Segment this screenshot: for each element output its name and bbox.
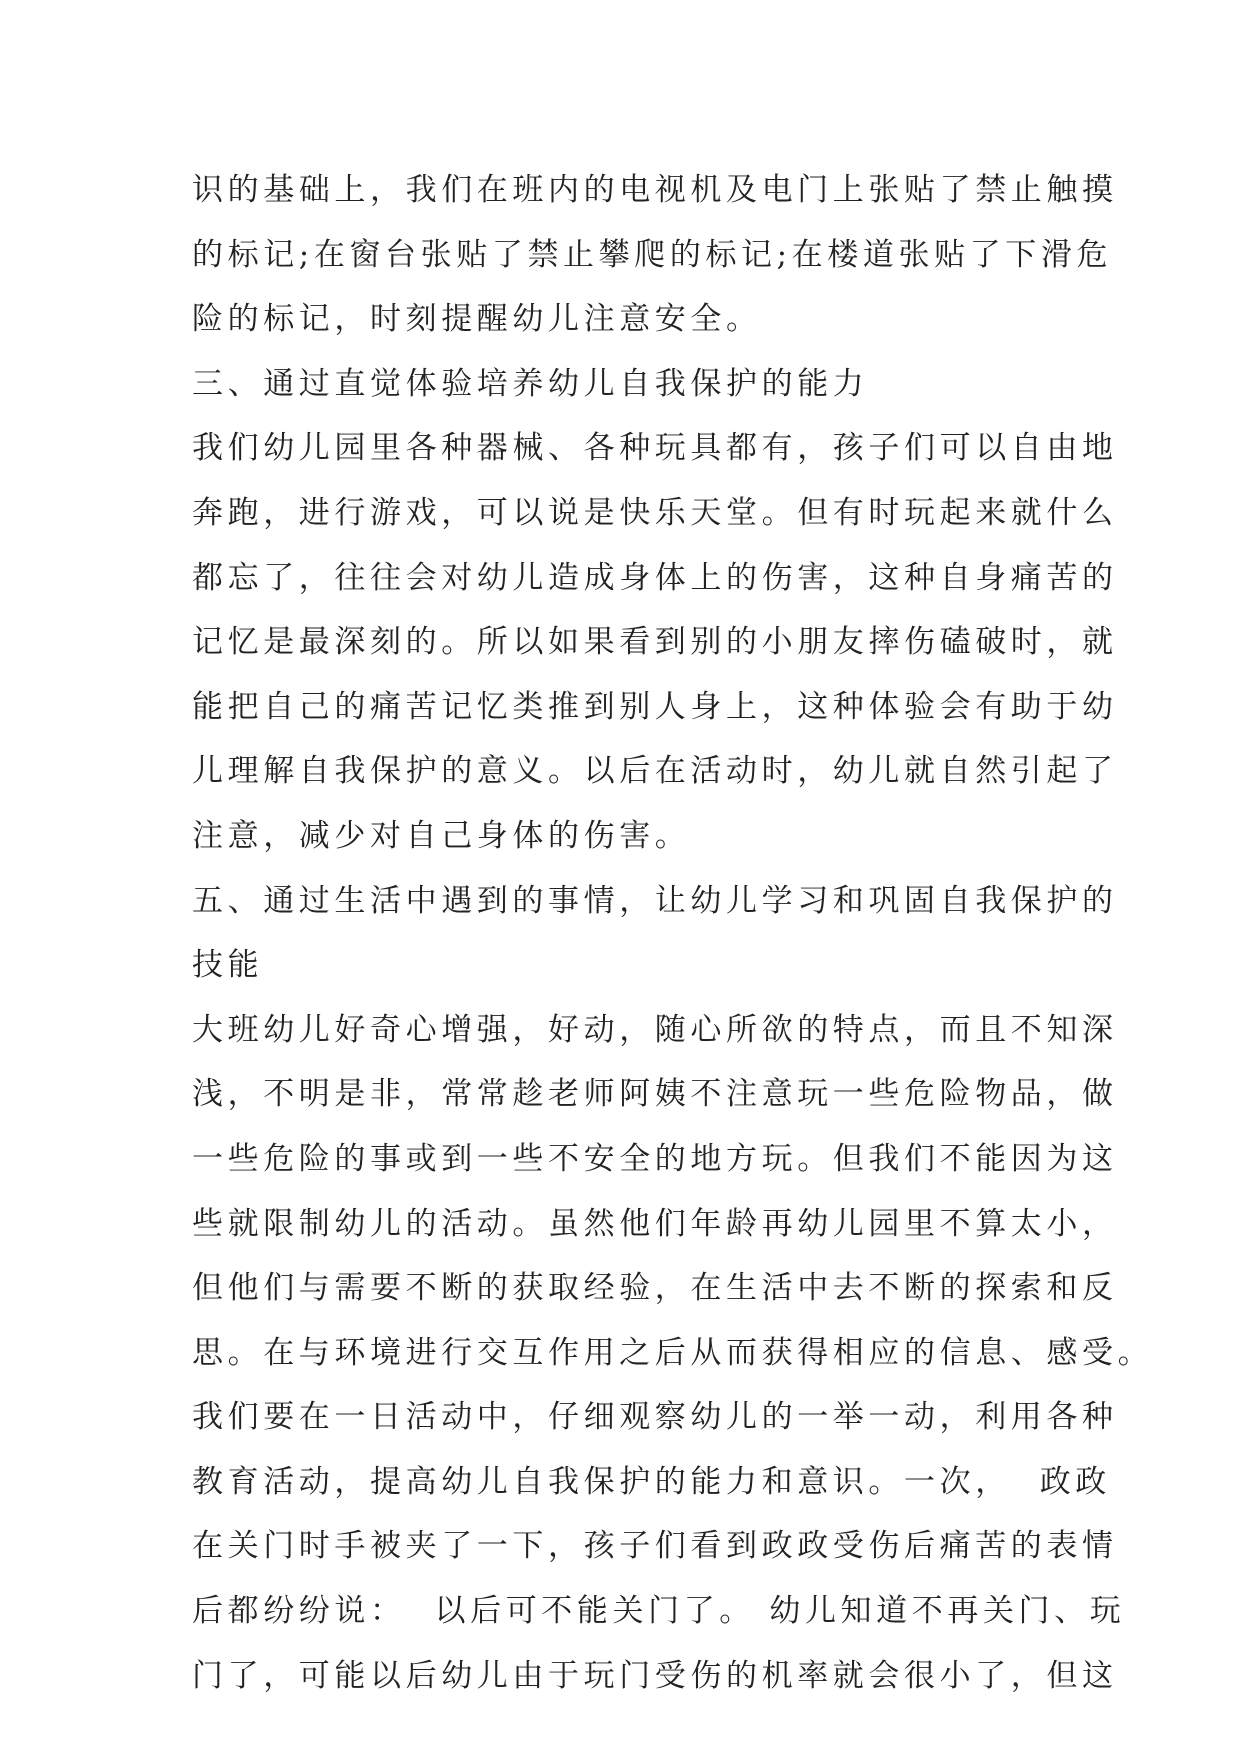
text-line: 后都纷纷说： 以后可不能关门了。 幼儿知道不再关门、玩 — [192, 1593, 1126, 1630]
section-heading: 技能 — [192, 947, 264, 984]
text-line: 教育活动，提高幼儿自我保护的能力和意识。一次， 政政 — [192, 1463, 1111, 1500]
text-line: 都忘了，往往会对幼儿造成身体上的伤害，这种自身痛苦的 — [192, 559, 1118, 596]
text-line: 记忆是最深刻的。所以如果看到别的小朋友摔伤磕破时，就 — [192, 624, 1118, 661]
text-line: 但他们与需要不断的获取经验，在生活中去不断的探索和反 — [192, 1270, 1118, 1307]
text-line: 思。在与环境进行交互作用之后从而获得相应的信息、感受。 — [192, 1334, 1154, 1371]
text-line: 在关门时手被夹了一下，孩子们看到政政受伤后痛苦的表情 — [192, 1528, 1118, 1565]
text-line: 儿理解自我保护的意义。以后在活动时，幼儿就自然引起了 — [192, 753, 1118, 790]
section-heading: 三、通过直觉体验培养幼儿自我保护的能力 — [192, 365, 869, 402]
section-heading: 五、通过生活中遇到的事情，让幼儿学习和巩固自我保护的 — [192, 882, 1118, 919]
text-line: 识的基础上，我们在班内的电视机及电门上张贴了禁止触摸 — [192, 172, 1118, 208]
text-line: 奔跑，进行游戏，可以说是快乐天堂。但有时玩起来就什么 — [192, 494, 1118, 531]
text-line: 浅，不明是非，常常趁老师阿姨不注意玩一些危险物品，做 — [192, 1076, 1118, 1113]
text-line: 险的标记，时刻提醒幼儿注意安全。 — [192, 301, 762, 338]
body-text — [192, 158, 1154, 1708]
text-line: 的标记;在窗台张贴了禁止攀爬的标记;在楼道张贴了下滑危 — [192, 236, 1113, 273]
text-line: 我们幼儿园里各种器械、各种玩具都有，孩子们可以自由地 — [192, 430, 1118, 467]
text-line: 我们要在一日活动中，仔细观察幼儿的一举一动，利用各种 — [192, 1399, 1118, 1436]
text-line: 能把自己的痛苦记忆类推到别人身上，这种体验会有助于幼 — [192, 688, 1118, 725]
text-line: 大班幼儿好奇心增强，好动，随心所欲的特点，而且不知深 — [192, 1011, 1118, 1048]
text-line: 门了，可能以后幼儿由于玩门受伤的机率就会很小了，但这 — [192, 1657, 1118, 1694]
text-line: 注意，减少对自己身体的伤害。 — [192, 817, 691, 854]
text-line: 些就限制幼儿的活动。虽然他们年龄再幼儿园里不算太小， — [192, 1205, 1118, 1242]
text-line: 一些危险的事或到一些不安全的地方玩。但我们不能因为这 — [192, 1140, 1118, 1177]
